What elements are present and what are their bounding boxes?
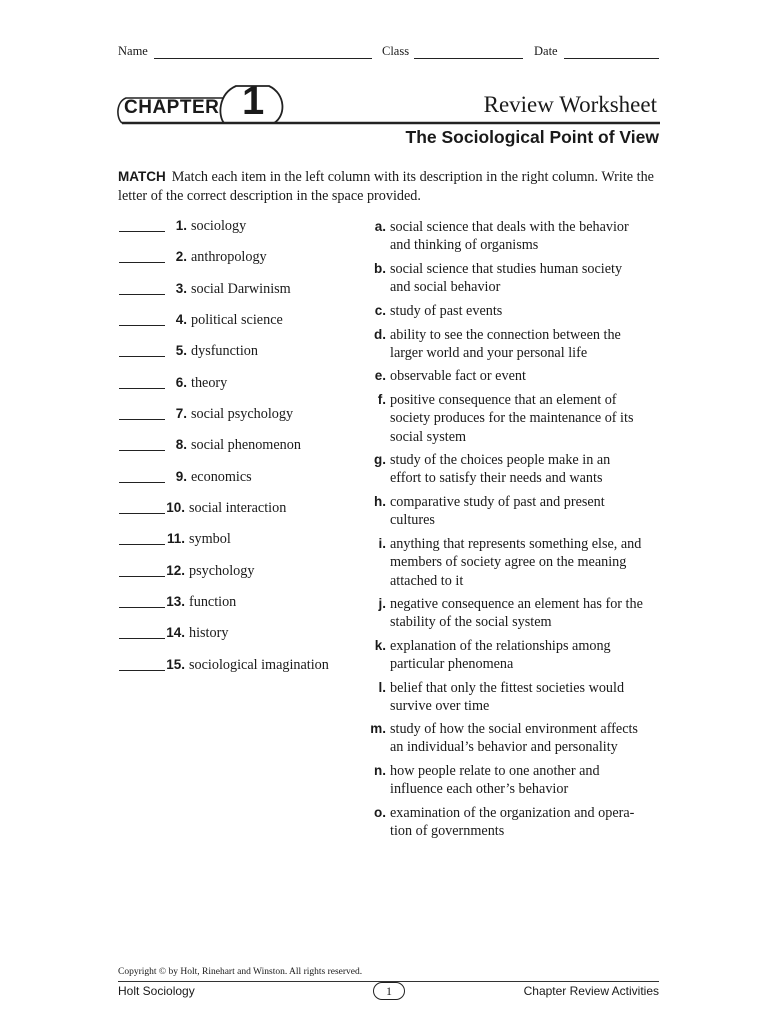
description-text: and thinking of organisms bbox=[390, 237, 539, 254]
description-letter: e. bbox=[374, 368, 386, 383]
term-number: 14. bbox=[166, 625, 185, 640]
description-item bbox=[368, 218, 668, 255]
date-field[interactable] bbox=[564, 58, 659, 59]
term-item bbox=[119, 563, 254, 580]
description-text: tion of governments bbox=[390, 823, 505, 840]
description-text: stability of the social system bbox=[390, 614, 552, 631]
description-text: members of society agree on the meaning bbox=[390, 554, 627, 571]
description-item bbox=[368, 367, 668, 385]
term-number: 6. bbox=[175, 375, 187, 390]
term-item bbox=[119, 312, 283, 329]
worksheet-title: Review Worksheet bbox=[483, 92, 657, 117]
answer-blank[interactable] bbox=[119, 324, 165, 326]
description-text: attached to it bbox=[390, 572, 464, 589]
answer-blank[interactable] bbox=[119, 669, 165, 671]
term-number: 1. bbox=[175, 218, 187, 233]
term-item bbox=[119, 218, 246, 235]
term-item bbox=[119, 500, 286, 517]
term-item bbox=[119, 531, 231, 548]
description-text: belief that only the fittest societies would bbox=[390, 680, 625, 696]
match-keyword: MATCH bbox=[118, 169, 166, 184]
description-letter: d. bbox=[374, 327, 386, 342]
term-number: 5. bbox=[175, 343, 187, 358]
description-item bbox=[368, 302, 668, 320]
description-text: society produces for the maintenance of its bbox=[390, 410, 634, 427]
term-text: symbol bbox=[189, 531, 231, 547]
description-text: study of past events bbox=[390, 303, 503, 319]
chapter-label: CHAPTER bbox=[124, 97, 220, 118]
description-text: particular phenomena bbox=[390, 656, 514, 673]
description-letter: f. bbox=[377, 392, 386, 407]
answer-blank[interactable] bbox=[119, 449, 165, 451]
term-number: 9. bbox=[175, 469, 187, 484]
answer-blank[interactable] bbox=[119, 543, 165, 545]
description-item bbox=[368, 326, 668, 363]
term-number: 10. bbox=[166, 500, 185, 515]
description-letter: j. bbox=[378, 596, 386, 611]
answer-blank[interactable] bbox=[119, 418, 165, 420]
answer-blank[interactable] bbox=[119, 293, 165, 295]
description-item bbox=[368, 595, 668, 632]
class-field[interactable] bbox=[414, 58, 523, 59]
term-item bbox=[119, 437, 301, 454]
description-letter: o. bbox=[374, 805, 386, 820]
term-item bbox=[119, 249, 267, 266]
description-text: social science that deals with the behavior bbox=[390, 219, 629, 235]
description-text: explanation of the relationships among bbox=[390, 638, 611, 654]
instructions bbox=[118, 167, 663, 206]
description-letter: k. bbox=[374, 638, 386, 653]
term-item bbox=[119, 657, 329, 674]
footer-book-title: Holt Sociology bbox=[118, 984, 195, 998]
description-text: anything that represents something else, and bbox=[390, 536, 642, 552]
description-item bbox=[368, 260, 668, 297]
term-text: social psychology bbox=[191, 406, 294, 422]
description-letter: c. bbox=[374, 303, 386, 318]
term-item bbox=[119, 406, 293, 423]
footer-section-title: Chapter Review Activities bbox=[523, 984, 659, 998]
answer-blank[interactable] bbox=[119, 637, 165, 639]
term-item bbox=[119, 281, 291, 298]
description-letter: n. bbox=[374, 763, 386, 778]
term-number: 3. bbox=[175, 281, 187, 296]
description-letter: g. bbox=[374, 452, 386, 467]
description-item bbox=[368, 762, 668, 799]
term-item bbox=[119, 594, 236, 611]
description-item bbox=[368, 804, 668, 841]
term-text: function bbox=[189, 594, 237, 610]
answer-blank[interactable] bbox=[119, 261, 165, 263]
term-text: social Darwinism bbox=[191, 281, 291, 297]
description-text: how people relate to one another and bbox=[390, 763, 600, 779]
term-text: social interaction bbox=[189, 500, 287, 516]
name-field[interactable] bbox=[154, 58, 372, 59]
term-text: social phenomenon bbox=[191, 437, 301, 453]
term-number: 8. bbox=[175, 437, 187, 452]
description-text: ability to see the connection between the bbox=[390, 327, 621, 343]
term-item bbox=[119, 625, 228, 642]
answer-blank[interactable] bbox=[119, 606, 165, 608]
description-text: study of how the social environment affects bbox=[390, 721, 638, 737]
term-text: sociology bbox=[191, 218, 247, 234]
description-text: effort to satisfy their needs and wants bbox=[390, 470, 603, 487]
term-text: history bbox=[189, 625, 229, 641]
description-letter: i. bbox=[378, 536, 386, 551]
answer-blank[interactable] bbox=[119, 512, 165, 514]
instructions-text: Match each item in the left column with its description in the right column. Write the letter of the correct description in the space provided. bbox=[118, 169, 654, 204]
name-label: Name bbox=[118, 44, 148, 58]
term-text: political science bbox=[191, 312, 283, 328]
description-text: negative consequence an element has for the bbox=[390, 596, 643, 612]
description-item bbox=[368, 391, 668, 446]
term-text: theory bbox=[191, 375, 228, 391]
worksheet-subtitle: The Sociological Point of View bbox=[405, 127, 659, 147]
answer-blank[interactable] bbox=[119, 355, 165, 357]
description-text: positive consequence that an element of bbox=[390, 392, 617, 408]
term-number: 4. bbox=[175, 312, 187, 327]
term-text: sociological imagination bbox=[189, 657, 329, 673]
answer-blank[interactable] bbox=[119, 387, 165, 389]
page-number: 1 bbox=[373, 982, 405, 1000]
description-text: examination of the organization and opera- bbox=[390, 805, 635, 821]
term-text: anthropology bbox=[191, 249, 267, 265]
term-number: 2. bbox=[175, 249, 187, 264]
answer-blank[interactable] bbox=[119, 481, 165, 483]
class-label: Class bbox=[382, 44, 410, 58]
description-text: observable fact or event bbox=[390, 368, 526, 384]
description-letter: b. bbox=[374, 261, 386, 276]
description-item bbox=[368, 637, 668, 674]
term-number: 7. bbox=[175, 406, 187, 421]
description-text: survive over time bbox=[390, 698, 490, 715]
chapter-number: 1 bbox=[242, 79, 265, 123]
term-number: 15. bbox=[166, 657, 185, 672]
description-text: study of the choices people make in an bbox=[390, 452, 611, 468]
description-text: social science that studies human society bbox=[390, 261, 623, 277]
term-text: psychology bbox=[189, 563, 255, 579]
description-letter: h. bbox=[374, 494, 386, 509]
description-text: comparative study of past and present bbox=[390, 494, 605, 510]
description-item bbox=[368, 451, 668, 488]
description-letter: a. bbox=[374, 219, 386, 234]
term-item bbox=[119, 343, 258, 360]
copyright-notice: Copyright © by Holt, Rinehart and Winston. All rights reserved. bbox=[118, 967, 363, 977]
description-text: an individual’s behavior and personality bbox=[390, 739, 618, 756]
description-item bbox=[368, 493, 668, 530]
term-number: 13. bbox=[166, 594, 185, 609]
description-text: social system bbox=[390, 428, 467, 445]
term-number: 12. bbox=[166, 563, 185, 578]
description-text: cultures bbox=[390, 512, 435, 529]
description-letter: m. bbox=[370, 721, 386, 736]
description-item bbox=[368, 679, 668, 716]
description-item bbox=[368, 535, 668, 590]
term-number: 11. bbox=[166, 531, 185, 546]
description-text: influence each other’s behavior bbox=[390, 781, 569, 798]
term-item bbox=[119, 469, 252, 486]
description-text: larger world and your personal life bbox=[390, 345, 588, 362]
term-text: dysfunction bbox=[191, 343, 258, 359]
answer-blank[interactable] bbox=[119, 230, 165, 232]
term-text: economics bbox=[191, 469, 252, 485]
date-label: Date bbox=[534, 44, 558, 58]
description-text: and social behavior bbox=[390, 279, 501, 296]
term-item bbox=[119, 375, 227, 392]
description-item bbox=[368, 720, 668, 757]
answer-blank[interactable] bbox=[119, 575, 165, 577]
description-letter: l. bbox=[378, 680, 386, 695]
